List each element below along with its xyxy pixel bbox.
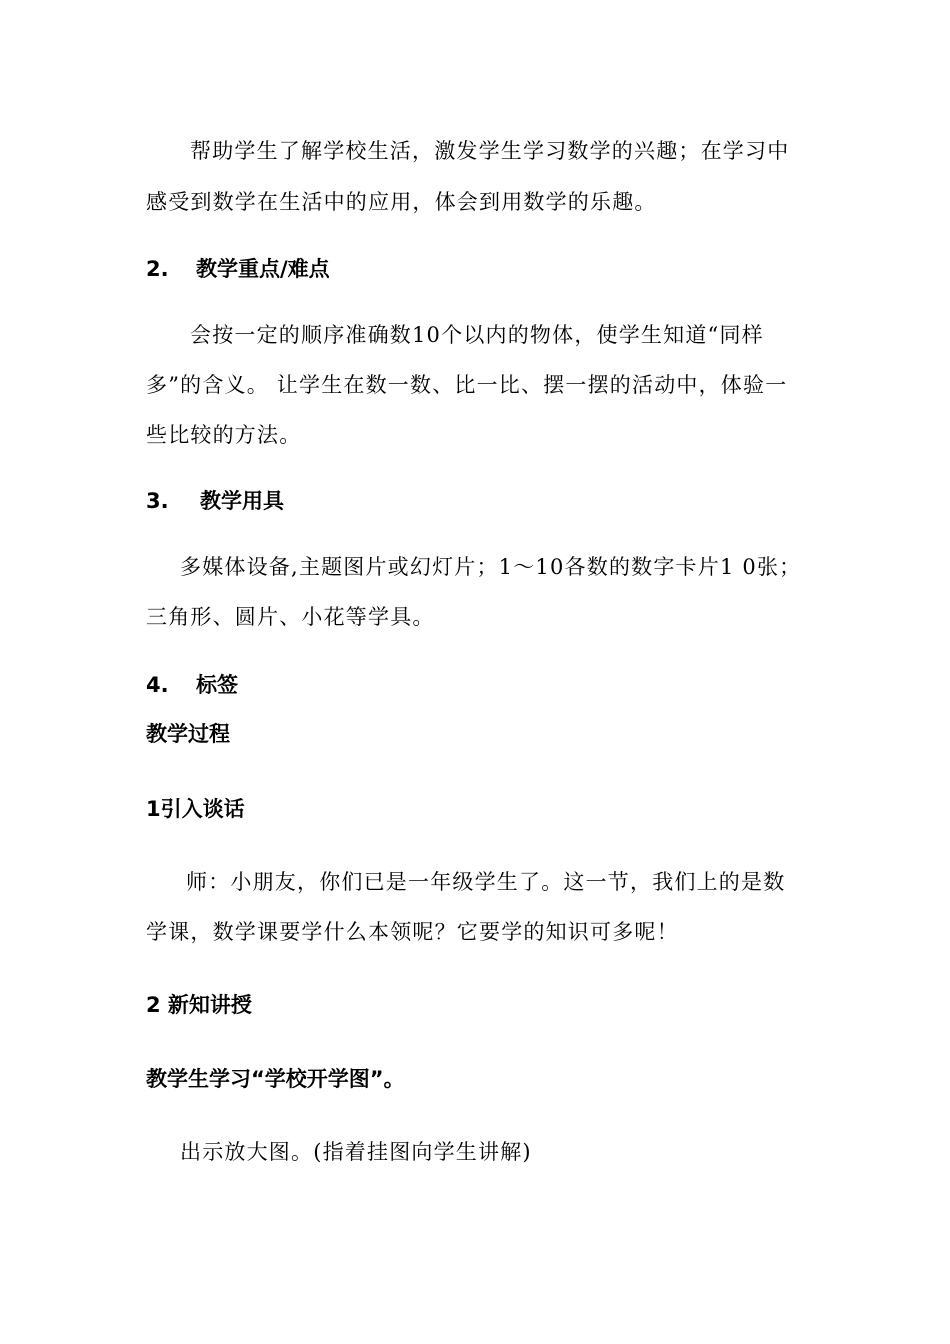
section-2-heading <box>146 255 330 283</box>
section-4-heading <box>146 671 238 699</box>
section-2-title: 教学重点/难点 <box>196 257 330 281</box>
sec3-line-1: 多媒体设备,主题图片或幻灯片；1～10各数的数字卡片1 0张； <box>180 555 802 579</box>
section-3-title: 教学用具 <box>200 489 284 513</box>
sec2-line-2: 多”的含义。 让学生在数一数、比一比、摆一摆的活动中，体验一 <box>146 373 788 397</box>
sec2-line-1: 会按一定的顺序准确数10个以内的物体，使学生知道“同样 <box>190 323 764 347</box>
part-2-line-1: 出示放大图。(指着挂图向学生讲解) <box>180 1140 532 1164</box>
process-title: 教学过程 <box>146 722 230 746</box>
goal-line-2: 感受到数学在生活中的应用，体会到用数学的乐趣。 <box>146 190 657 214</box>
sec2-line-3: 些比较的方法。 <box>146 423 302 447</box>
section-2-number: 2. <box>146 257 169 281</box>
part-1-title: 1引入谈话 <box>146 797 245 821</box>
section-4-number: 4. <box>146 673 169 697</box>
part-1-line-1: 师：小朋友，你们已是一年级学生了。这一节，我们上的是数 <box>186 870 786 894</box>
section-3-number: 3. <box>146 489 169 513</box>
part-1-line-2: 学课，数学课要学什么本领呢？它要学的知识可多呢！ <box>146 920 679 944</box>
part-2-title: 2 新知讲授 <box>146 993 252 1017</box>
section-4-title: 标签 <box>196 673 238 697</box>
sec3-line-2: 三角形、圆片、小花等学具。 <box>146 605 435 629</box>
part-2-subtitle: 教学生学习“学校开学图”。 <box>146 1067 405 1091</box>
goal-line-1: 帮助学生了解学校生活，激发学生学习数学的兴趣；在学习中 <box>190 139 790 163</box>
section-3-heading <box>146 487 284 515</box>
